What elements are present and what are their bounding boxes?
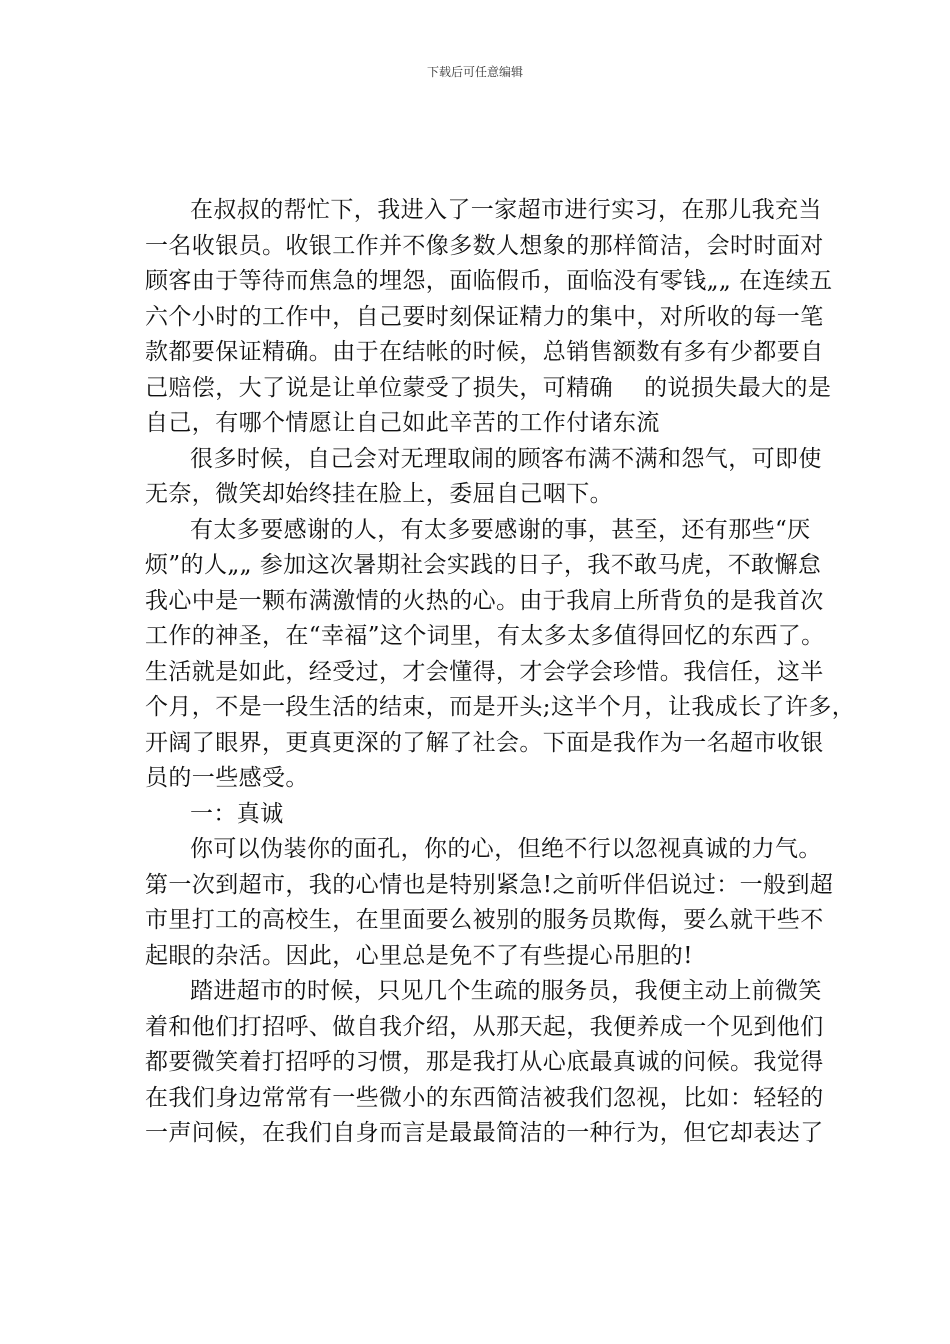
text-line: 开阔了眼界，更真更深的了解了社会。下面是我作为一名超市收银	[145, 729, 824, 756]
text-line: 踏进超市的时候，只见几个生疏的服务员，我便主动上前微笑	[190, 978, 822, 1004]
text-line: 在叔叔的帮忙下，我进入了一家超市进行实习，在那儿我充当	[190, 197, 822, 223]
text-line: 款都要保证精确。由于在结帐的时候，总销售额数有多有少都要自	[145, 339, 824, 365]
text-line: 工作的神圣，在“幸福”这个词里，有太多太多值得回忆的东西了。	[145, 623, 825, 649]
text-line: 有太多要感谢的人，有太多要感谢的事，甚至，还有那些“厌	[190, 516, 811, 543]
text-line: 你可以伪装你的面孔，你的心，但绝不行以忽视真诚的力气。	[190, 836, 822, 862]
text-line: 很多时候，自己会对无理取闹的顾客布满不满和怨气，可即使	[190, 445, 822, 472]
text-line: 我心中是一颗布满激情的火热的心。由于我肩上所背负的是我首次	[145, 587, 824, 614]
text-line: 市里打工的高校生，在里面要么被别的服务员欺侮，要么就干些不	[145, 907, 824, 933]
page-header: 下载后可任意编辑	[426, 65, 523, 79]
text-line: 第一次到超市，我的心情也是特别紧急!之前听伴侣说过：一般到超	[145, 871, 834, 898]
text-line: 生活就是如此，经受过，才会懂得，才会学会珍惜。我信任，这半	[145, 658, 824, 685]
text-line: 都要微笑着打招呼的习惯，那是我打从心底最真诚的问候。我觉得	[145, 1049, 824, 1075]
text-line: 无奈，微笑却始终挂在脸上，委屈自己咽下。	[145, 481, 613, 507]
text-line: 个月，不是一段生活的结束，而是开头;这半个月，让我成长了许多，	[145, 694, 856, 720]
text-line: 着和他们打招呼、做自我介绍，从那天起，我便养成一个见到他们	[145, 1013, 824, 1040]
text-line: 顾客由于等待而焦急的埋怨，面临假币，面临没有零钱„„ 在连续五	[145, 268, 833, 294]
text-line: 六个小时的工作中，自己要时刻保证精力的集中，对所收的每一笔	[145, 303, 824, 330]
document-body	[145, 193, 856, 1152]
text-line: 一声问候，在我们自身而言是最最简洁的一种行为，但它却表达了	[145, 1120, 824, 1146]
section-heading: 一：真诚	[190, 800, 284, 827]
text-line: 一名收银员。收银工作并不像多数人想象的那样简洁，会时时面对	[145, 232, 824, 259]
text-line: 员的一些感受。	[145, 765, 309, 791]
text-line: 起眼的杂活。因此，心里总是免不了有些提心吊胆的!	[145, 942, 693, 969]
text-line: 自己，有哪个情愿让自己如此辛苦的工作付诸东流	[145, 410, 660, 436]
text-line: 烦”的人„„ 参加这次暑期社会实践的日子，我不敢马虎，不敢懈怠	[145, 552, 822, 578]
text-line: 己赔偿，大了说是让单位蒙受了损失，可精确 的说损失最大的是	[145, 374, 832, 401]
text-line: 在我们身边常常有一些微小的东西简洁被我们忽视，比如：轻轻的	[145, 1084, 824, 1111]
